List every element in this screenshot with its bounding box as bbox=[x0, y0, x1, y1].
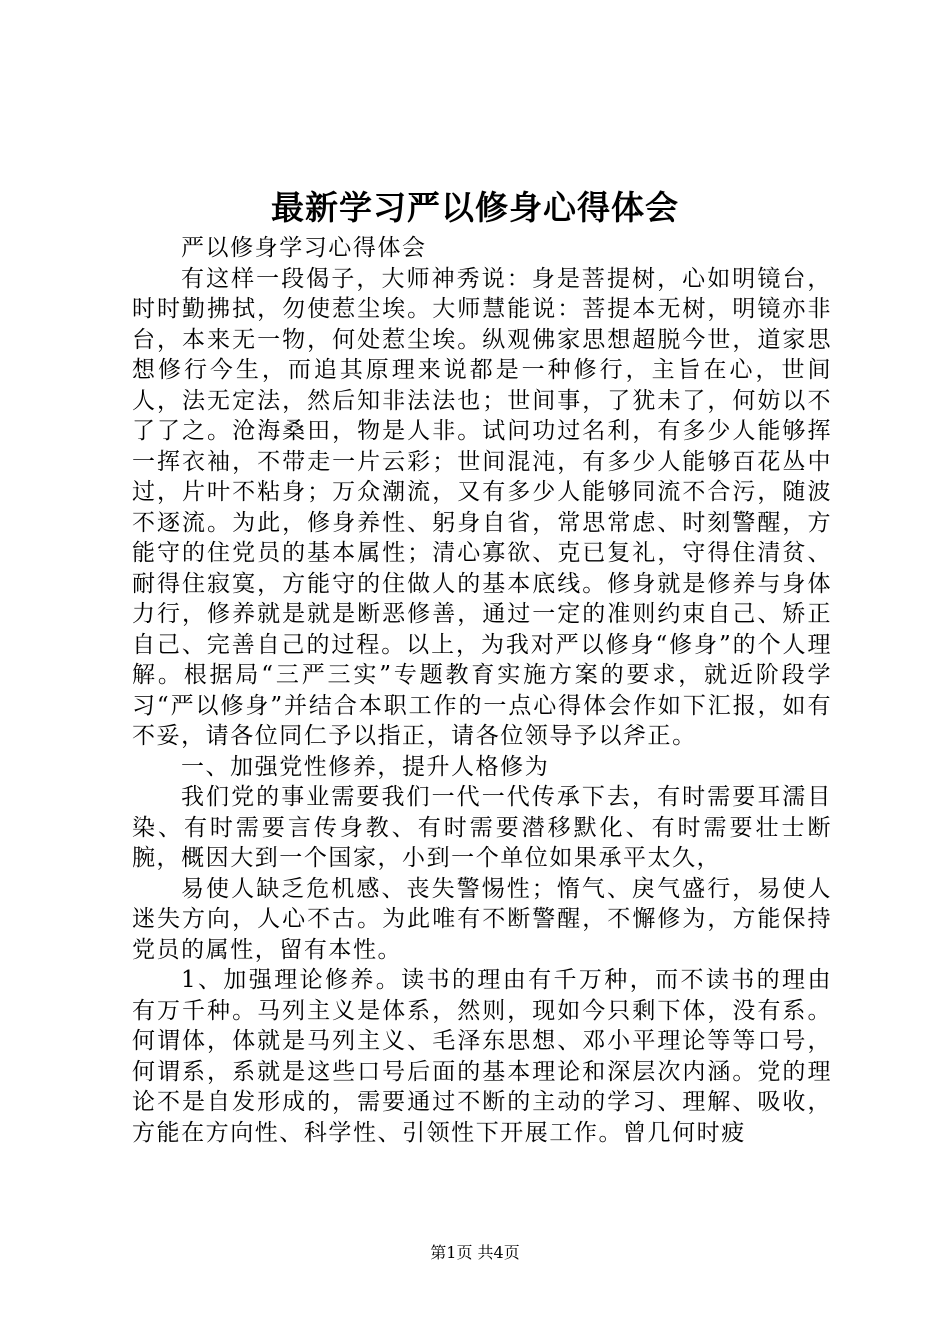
page-number-footer: 第1页 共4页 bbox=[430, 1243, 520, 1262]
paragraph-subtitle: 严以修身学习心得体会 bbox=[181, 235, 427, 261]
paragraph-intro: 有这样一段偈子，大师神秀说：身是菩提树，心如明镜台，时时勤拂拭，勿使惹尘埃。大师慧能说：菩提本无树，明镜亦非台，本来无一物，何处惹尘埃。纵观佛家思想超脱今世，道家思想修行今生，而追其原理来说都是一种修行，主旨在心，世间人，法无定法，然后知非法法也；世间事，了犹未了，何妨以不了了之。沧海桑田，物是人非。试问功过名利，有多少人能够挥一挥衣袖，不带走一片云彩；世间混沌，有多少人能够百花丛中过，片叶不粘身；万众潮流，又有多少人能够同流不合污，随波不逐流。为此，修身养性、躬身自省，常思常虑、时刻警醒，方能守的住党员的基本属性；清心寡欲、克已复礼，守得住清贫、耐得住寂寞，方能守的住做人的基本底线。修身就是修养与身体力行，修养就是就是断恶修善，通过一定的准则约束自己、矫正自己、完善自己的过程。以上，为我对严以修身“修身”的个人理解。根据局“三严三实”专题教育实施方案的要求，就近阶段学习“严以修身”并结合本职工作的一点心得体会作如下汇报，如有不妥，请各位同仁予以指正，请各位领导予以斧正。 bbox=[132, 265, 832, 749]
document-body bbox=[132, 233, 832, 1148]
paragraph: 1、加强理论修养。读书的理由有千万种，而不读书的理由有万千种。马列主义是体系，然则，现如今只剩下体，没有系。何谓体，体就是马列主义、毛泽东思想、邓小平理论等等口号，何谓系，系就是这些口号后面的基本理论和深层次内涵。党的理论不是自发形成的，需要通过不断的主动的学习、理解、吸收，方能在方向性、科学性、引领性下开展工作。曾几何时疲 bbox=[132, 967, 832, 1146]
paragraph: 我们党的事业需要我们一代一代传承下去，有时需要耳濡目染、有时需要言传身教、有时需要潜移默化、有时需要壮士断腕，概因大到一个国家，小到一个单位如果承平太久， bbox=[132, 784, 832, 871]
paragraph: 易使人缺乏危机感、丧失警惕性；惰气、戾气盛行，易使人迷失方向，人心不古。为此唯有不断警醒，不懈修为，方能保持党员的属性，留有本性。 bbox=[132, 875, 832, 963]
section-heading: 一、加强党性修养，提升人格修为 bbox=[181, 753, 550, 780]
document-title: 最新学习严以修身心得体会 bbox=[271, 188, 679, 227]
